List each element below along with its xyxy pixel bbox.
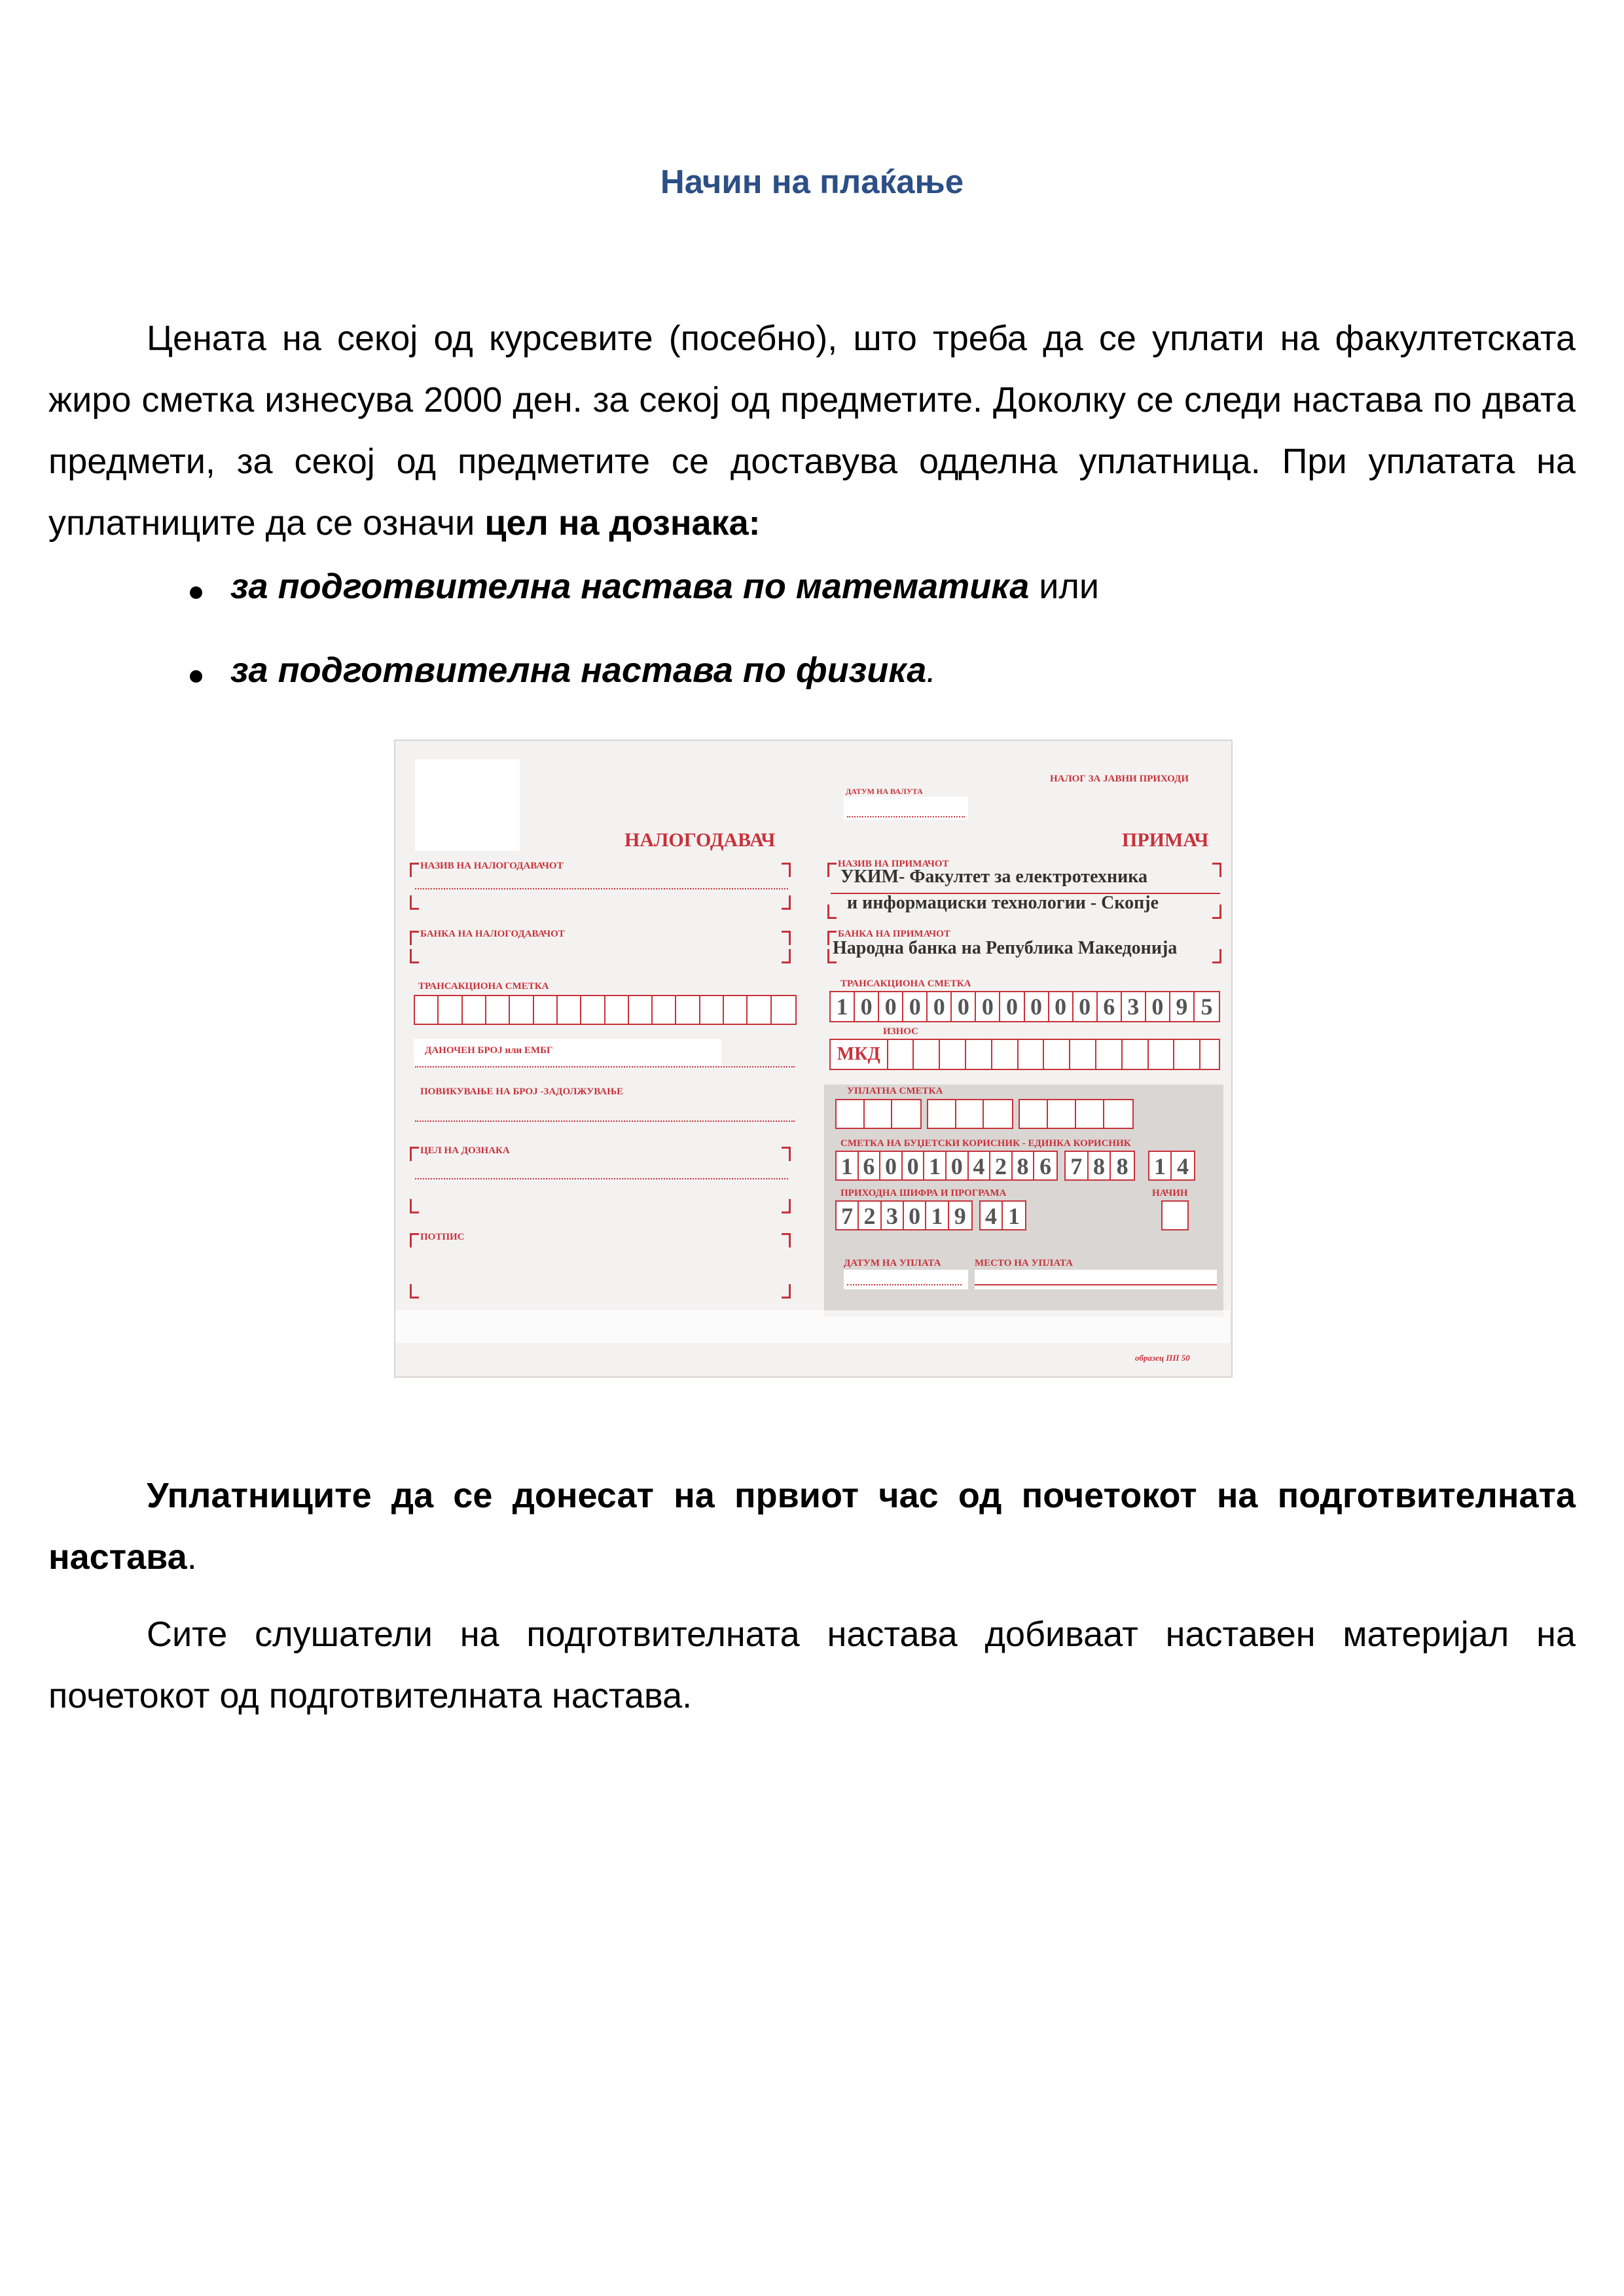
notice-tail: . [187,1537,197,1577]
digit-cell: 2 [859,1202,881,1229]
purpose-label: ЦЕЛ НА ДОЗНАКА [420,1145,510,1156]
digit-cell: 1 [1008,1203,1020,1229]
digit-cell: 6 [1098,992,1122,1021]
payer-bank-label: БАНКА НА НАЛОГОДАВАЧОТ [420,929,565,939]
bracket [1212,949,1221,963]
digit-cell: 8 [1089,1152,1111,1179]
currency-value: МКД [831,1040,888,1069]
intro-paragraph [48,308,1576,554]
date-currency-line [847,816,965,817]
digit-cell: 1 [926,1202,948,1229]
payer-name-line [415,888,788,889]
digit-cell: 4 [1177,1153,1189,1179]
digit-cell: 0 [1000,992,1024,1021]
recipient-bank-label: БАНКА НА ПРИМАЧОТ [838,929,950,939]
amount-label: ИЗНОС [883,1026,918,1037]
list-item [190,566,1099,650]
bracket [410,895,419,910]
bracket [782,1233,791,1247]
bracket [410,863,419,877]
slip-header-right: НАЛОГ ЗА ЈАВНИ ПРИХОДИ [1050,774,1189,784]
digit-cell: 4 [981,1202,1003,1229]
digit-cell: 0 [947,1152,969,1179]
bracket [1212,863,1221,877]
budget-account-cells-a [835,1151,1058,1181]
digit-cell: 3 [1122,992,1146,1021]
notice-paragraph [48,1465,1576,1588]
payment-account-cells-c [1019,1099,1134,1129]
budget-account-label: СМЕТКА НА БУЏЕТСКИ КОРИСНИК - ЕДИНКА КОРИСНИК [840,1138,1131,1149]
recipient-name-label: НАЗИВ НА ПРИМАЧОТ [838,859,949,869]
payment-account-cells-a [835,1099,922,1129]
page-title: Начин на плаќање [660,163,964,200]
bracket [782,1199,791,1213]
form-code: образец ПП 50 [1135,1353,1190,1363]
list-item [190,650,1099,734]
closing-paragraph: Сите слушатели на подготвителната настава добиваат наставен материјал на почетокот од подготвителната настава. [48,1615,1576,1715]
bullet-list [190,566,1099,734]
digit-cell: 9 [1170,992,1195,1021]
tax-line [415,1066,795,1067]
recipient-bank-value: Народна банка на Република Македонија [833,938,1178,958]
tax-label: ДАНОЧЕН БРОЈ или ЕМБГ [425,1045,553,1056]
recipient-account-cells [829,991,1220,1022]
payment-date-label: ДАТУМ НА УПЛАТА [844,1258,941,1268]
digit-cell: 7 [837,1202,859,1229]
payment-place-line [975,1284,1217,1285]
payer-account-label: ТРАНСАКЦИОНА СМЕТКА [418,981,549,992]
bracket [410,1147,419,1161]
digit-cell: 0 [903,1152,925,1179]
payer-heading: НАЛОГОДАВАЧ [624,829,776,851]
reference-line [415,1121,795,1122]
digit-cell: 4 [969,1152,991,1179]
digit-cell: 1 [837,1152,859,1179]
recipient-account-label: ТРАНСАКЦИОНА СМЕТКА [840,978,971,989]
bullet-icon [190,670,202,683]
amount-cells [829,1039,1220,1070]
payer-name-label: НАЗИВ НА НАЛОГОДАВАЧОТ [420,861,564,871]
bullet-text: за подготвителна настава по физика [230,651,927,690]
digit-cell: 1 [1149,1152,1172,1179]
digit-cell: 0 [1049,992,1074,1021]
budget-account-cells-b [1064,1151,1135,1181]
budget-account-cells-c [1148,1151,1195,1181]
bracket [410,1284,419,1299]
digit-cell: 8 [1116,1153,1128,1179]
bracket [410,1233,419,1247]
digit-cell: 7 [1066,1152,1089,1179]
digit-cell: 6 [859,1152,881,1179]
signature-label: ПОТПИС [420,1232,465,1242]
digit-cell: 0 [1074,992,1098,1021]
digit-cell: 0 [880,1152,903,1179]
digit-cell: 3 [882,1202,904,1229]
slip-footer-band [395,1310,1230,1343]
bullet-tail: или [1029,567,1100,606]
bracket [782,895,791,910]
method-cell [1161,1200,1189,1230]
digit-cell: 0 [1146,992,1170,1021]
revenue-code-label: ПРИХОДНА ШИФРА И ПРОГРАМА [840,1188,1007,1198]
recipient-heading: ПРИМАЧ [1122,829,1209,851]
recipient-name-line1: УКИМ- Факултет за електротехника [840,867,1147,887]
bracket [410,949,419,963]
payment-account-label: УПЛАТНА СМЕТКА [847,1086,943,1096]
digit-cell: 0 [855,992,879,1021]
payment-date-line [847,1284,962,1285]
reference-label: ПОВИКУВАЊЕ НА БРОЈ -ЗАДОЛЖУВАЊЕ [420,1086,624,1097]
bracket [782,931,791,945]
notice-text: Уплатниците да се донесат на првиот час од почетокот на подготвителната настава [48,1476,1576,1577]
bracket [782,1147,791,1161]
payment-date-box [844,1270,968,1289]
bracket [827,863,837,877]
revenue-code-cells-b [979,1200,1026,1230]
recipient-name-line2: и информациски технологии - Скопје [847,893,1159,913]
digit-cell: 1 [831,992,855,1021]
bullet-tail: . [926,651,937,690]
digit-cell: 8 [1013,1152,1035,1179]
digit-cell: 0 [928,992,952,1021]
date-currency-label: ДАТУМ НА ВАЛУТА [846,787,923,796]
payment-place-label: МЕСТО НА УПЛАТА [975,1258,1073,1268]
bracket [410,1199,419,1213]
digit-cell: 0 [1025,992,1049,1021]
revenue-code-cells-a [835,1200,973,1230]
intro-text: Цената на секој од курсевите (посебно), што треба да се уплати на факултетската жиро сметка изнесува 2000 ден. за секој од предметите. Доколку се следи настава по двата предмети, за секој од предметите се доставува одделна уплатница. При уплатата на уплатниците да се означи [48,319,1576,543]
bullet-icon [190,586,202,599]
digit-cell: 9 [954,1203,966,1229]
digit-cell: 0 [903,992,928,1021]
bracket [827,949,837,963]
payment-slip-image [394,740,1233,1378]
bracket [827,905,837,919]
bracket [782,1284,791,1299]
digit-cell: 2 [990,1152,1013,1179]
digit-cell: 5 [1200,994,1213,1020]
digit-cell: 0 [904,1202,926,1229]
payment-place-box [975,1270,1217,1289]
intro-bold: цел на дознака: [484,503,761,543]
bullet-text: за подготвителна настава по математика [230,567,1030,606]
digit-cell: 1 [924,1152,947,1179]
method-label: НАЧИН [1152,1188,1188,1198]
digit-cell: 0 [952,992,976,1021]
payer-account-cells [414,995,797,1025]
purpose-line [415,1178,788,1179]
bracket [410,931,419,945]
bracket [1212,905,1221,919]
payment-account-cells-b [927,1099,1013,1129]
digit-cell: 0 [976,992,1000,1021]
digit-cell: 0 [879,992,903,1021]
bracket [782,949,791,963]
bracket [782,863,791,877]
stamp-area [415,759,520,851]
digit-cell: 6 [1039,1153,1052,1179]
